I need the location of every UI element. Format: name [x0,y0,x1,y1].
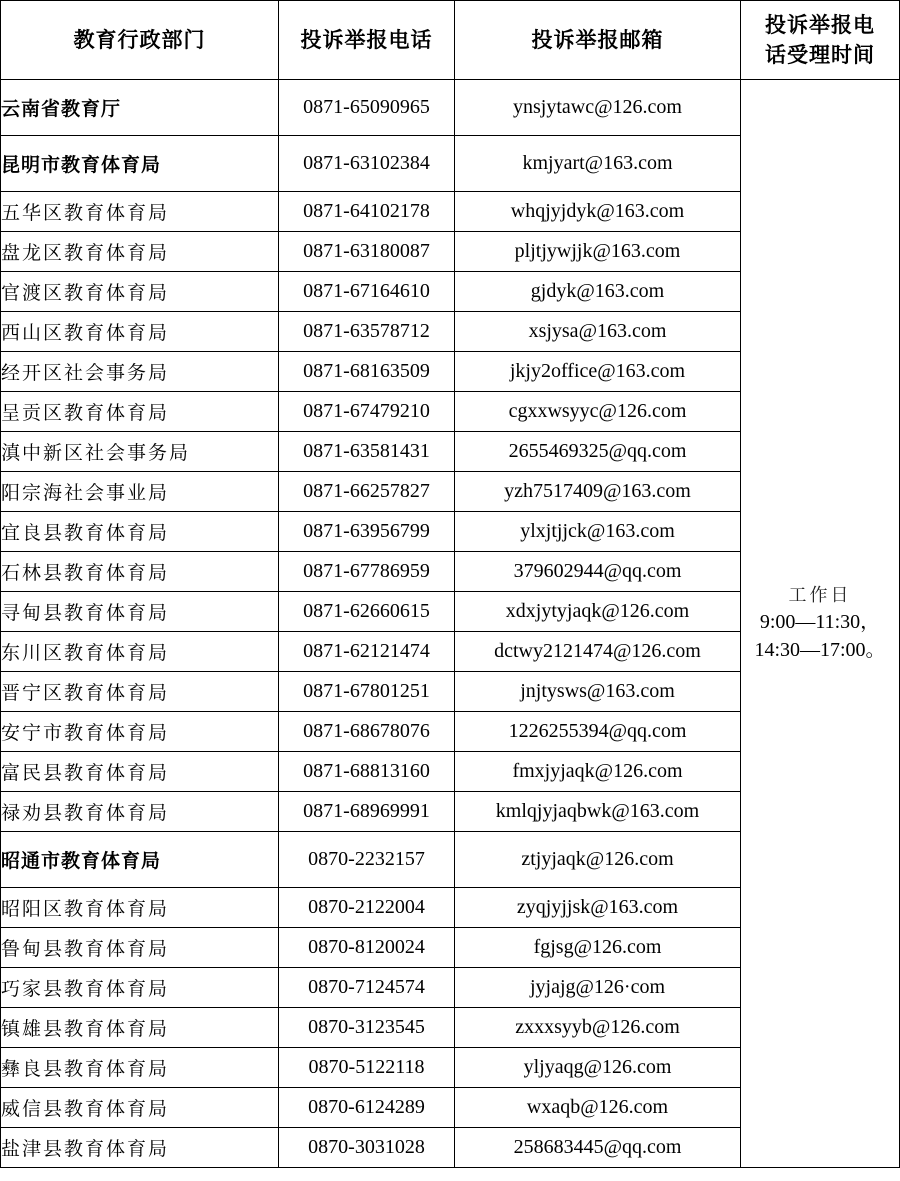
complaint-phone: 0870-3031028 [279,1128,455,1168]
department-name: 官渡区教育体育局 [1,272,279,312]
complaint-email: kmlqjyjaqbwk@163.com [455,792,741,832]
department-name: 巧家县教育体育局 [1,968,279,1008]
department-name: 寻甸县教育体育局 [1,592,279,632]
department-name: 晋宁区教育体育局 [1,672,279,712]
complaint-phone: 0871-65090965 [279,80,455,136]
complaint-phone: 0870-7124574 [279,968,455,1008]
hours-morning: 9:00—11:30， [759,611,881,634]
table-body [1,80,900,1168]
header-phone: 投诉举报电话 [279,1,455,80]
complaint-email: fgjsg@126.com [455,928,741,968]
department-name: 云南省教育厅 [1,80,279,136]
complaint-phone: 0871-66257827 [279,472,455,512]
table-header [1,1,900,80]
hours-afternoon: 14:30—17:00。 [754,639,886,662]
complaint-email: whqjyjdyk@163.com [455,192,741,232]
department-name: 鲁甸县教育体育局 [1,928,279,968]
complaint-email: zyqjyjjsk@163.com [455,888,741,928]
complaint-phone: 0871-67801251 [279,672,455,712]
complaint-email: cgxxwsyyc@126.com [455,392,741,432]
complaint-phone: 0871-64102178 [279,192,455,232]
complaint-email: 258683445@qq.com [455,1128,741,1168]
complaint-phone: 0870-2122004 [279,888,455,928]
complaint-phone: 0871-68163509 [279,352,455,392]
complaint-phone: 0870-5122118 [279,1048,455,1088]
acceptance-hours [741,80,900,1168]
department-name: 安宁市教育体育局 [1,712,279,752]
table-row [1,80,900,136]
complaint-phone: 0870-2232157 [279,832,455,888]
complaint-phone: 0871-68678076 [279,712,455,752]
complaint-email: gjdyk@163.com [455,272,741,312]
header-hours-line1: 投诉举报电 [765,11,875,37]
hours-label: 工作日 [788,584,852,606]
complaint-email: pljtjywjjk@163.com [455,232,741,272]
department-name: 威信县教育体育局 [1,1088,279,1128]
department-name: 富民县教育体育局 [1,752,279,792]
complaint-phone: 0871-62660615 [279,592,455,632]
complaint-email: kmjyart@163.com [455,136,741,192]
complaint-phone: 0871-63180087 [279,232,455,272]
complaint-email: jyjajg@126·com [455,968,741,1008]
department-name: 呈贡区教育体育局 [1,392,279,432]
complaint-email: jkjy2office@163.com [455,352,741,392]
complaint-email: fmxjyjaqk@126.com [455,752,741,792]
department-name: 阳宗海社会事业局 [1,472,279,512]
department-name: 五华区教育体育局 [1,192,279,232]
header-hours [741,1,900,80]
department-name: 滇中新区社会事务局 [1,432,279,472]
department-name: 昭通市教育体育局 [1,832,279,888]
department-name: 盘龙区教育体育局 [1,232,279,272]
complaint-email: 1226255394@qq.com [455,712,741,752]
header-email: 投诉举报邮箱 [455,1,741,80]
department-name: 盐津县教育体育局 [1,1128,279,1168]
header-dept: 教育行政部门 [1,1,279,80]
department-name: 经开区社会事务局 [1,352,279,392]
department-name: 石林县教育体育局 [1,552,279,592]
complaint-phone: 0871-63956799 [279,512,455,552]
complaint-email: zxxxsyyb@126.com [455,1008,741,1048]
complaint-email: xdxjytyjaqk@126.com [455,592,741,632]
department-name: 镇雄县教育体育局 [1,1008,279,1048]
department-name: 宜良县教育体育局 [1,512,279,552]
complaint-email: dctwy2121474@126.com [455,632,741,672]
complaint-phone: 0871-67164610 [279,272,455,312]
complaint-email: wxaqb@126.com [455,1088,741,1128]
complaint-email: xsjysa@163.com [455,312,741,352]
complaint-email: yljyaqg@126.com [455,1048,741,1088]
department-name: 西山区教育体育局 [1,312,279,352]
department-name: 禄劝县教育体育局 [1,792,279,832]
department-name: 东川区教育体育局 [1,632,279,672]
complaint-email: ztjyjaqk@126.com [455,832,741,888]
complaint-phone: 0871-67479210 [279,392,455,432]
complaint-phone: 0871-63578712 [279,312,455,352]
complaint-email: ylxjtjjck@163.com [455,512,741,552]
complaint-phone: 0871-68813160 [279,752,455,792]
complaint-email: ynsjytawc@126.com [455,80,741,136]
complaint-phone: 0871-62121474 [279,632,455,672]
complaint-phone: 0871-63102384 [279,136,455,192]
department-name: 昆明市教育体育局 [1,136,279,192]
header-row [1,1,900,80]
complaint-email: yzh7517409@163.com [455,472,741,512]
department-name: 昭阳区教育体育局 [1,888,279,928]
complaint-email: 379602944@qq.com [455,552,741,592]
complaint-phone: 0870-3123545 [279,1008,455,1048]
complaint-phone: 0871-68969991 [279,792,455,832]
complaint-phone: 0870-8120024 [279,928,455,968]
header-hours-line2: 话受理时间 [765,42,875,67]
complaint-email: 2655469325@qq.com [455,432,741,472]
complaint-phone: 0871-67786959 [279,552,455,592]
department-name: 彝良县教育体育局 [1,1048,279,1088]
complaint-phone: 0870-6124289 [279,1088,455,1128]
complaint-phone: 0871-63581431 [279,432,455,472]
complaint-email: jnjtysws@163.com [455,672,741,712]
